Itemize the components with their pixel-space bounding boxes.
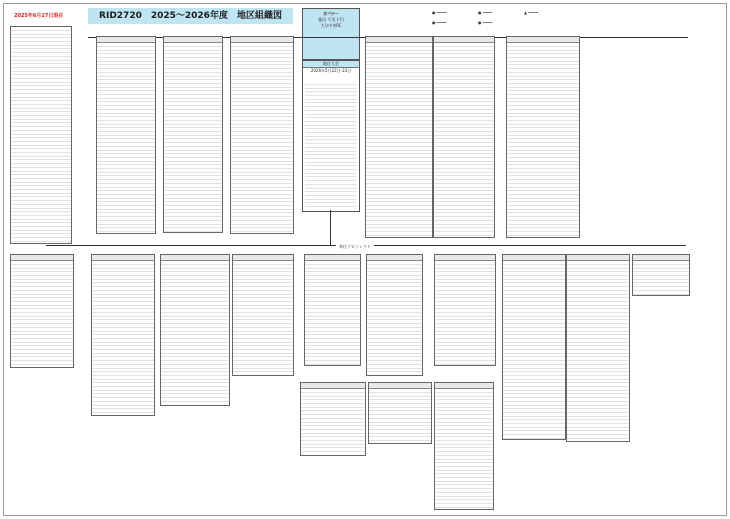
district-conference-box (302, 60, 360, 212)
project-title: 奉仕プロジェクト (336, 244, 374, 250)
project-box-9 (566, 254, 630, 442)
project-box-7 (434, 254, 496, 366)
project-box-6 (366, 254, 423, 376)
conference-date: 2026年5月22日-23日 (310, 68, 352, 73)
governor-box (302, 8, 360, 60)
committee-box-4 (365, 36, 433, 238)
conference-label: 地区大会 (303, 61, 359, 68)
project-box-8 (502, 254, 566, 440)
project-box-4 (232, 254, 294, 376)
trunk-line (330, 210, 331, 245)
project-box-12 (368, 382, 432, 444)
conference-rows (305, 81, 357, 209)
project-box-10 (632, 254, 690, 296)
project-box-5 (304, 254, 361, 366)
project-box-1 (10, 254, 74, 368)
committee-box-6 (506, 36, 580, 238)
committee-column-left (10, 26, 72, 244)
governor-name: 藤田 千美 (千) (318, 17, 344, 22)
chart-title: RID2720 2025～2026年度 地区組織図 (88, 8, 293, 24)
project-box-11 (300, 382, 366, 456)
project-box-13 (434, 382, 494, 510)
committee-box-1 (96, 36, 156, 234)
governor-club: 大分中央RC (320, 23, 342, 28)
project-box-3 (160, 254, 230, 406)
committee-box-3 (230, 36, 294, 234)
legend: ● ━━━━ ● ━━━━ ▲ ━━━━ ● ━━━━ ● ━━━━ (432, 10, 538, 25)
project-box-2 (91, 254, 155, 416)
governor-role: ガバナー (323, 11, 339, 16)
as-of-date: 2025年6月27日現在 (14, 13, 64, 19)
committee-box-5 (433, 36, 495, 238)
committee-box-2 (163, 36, 223, 233)
